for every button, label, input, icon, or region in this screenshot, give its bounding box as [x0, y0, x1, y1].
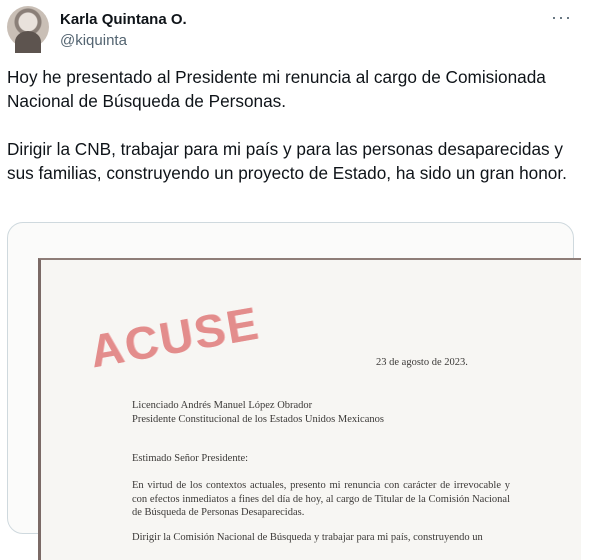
tweet-media-image[interactable] [7, 222, 574, 543]
letter-recipient-title: Presidente Constitucional de los Estados Unidos Mexicanos [132, 414, 384, 425]
more-dots-icon[interactable]: ··· [551, 7, 572, 27]
tweet-text: Hoy he presentado al Presidente mi renuncia al cargo de Comisionada Nacional de Búsqueda de Personas. Dirigir la CNB, trabajar para mi país y para las personas desaparecidas y sus familias, construyendo un proyecto de Estado, ha sido un gran honor. [7, 67, 567, 183]
author-name[interactable]: Karla Quintana O. [60, 11, 187, 28]
tweet-header [7, 3, 591, 53]
avatar[interactable] [7, 6, 49, 48]
letter-recipient-name: Licenciado Andrés Manuel López Obrador [132, 400, 313, 411]
author-handle[interactable]: @kiquinta [60, 32, 127, 49]
acuse-stamp: ACUSE [85, 296, 264, 378]
letter-date: 23 de agosto de 2023. [376, 357, 468, 368]
letter-document [38, 258, 581, 560]
letter-paragraph: Dirigir la Comisión Nacional de Búsqueda y trabajar para mi país, construyendo un [132, 532, 483, 543]
letter-greeting: Estimado Señor Presidente: [132, 453, 249, 464]
letter-paragraph: En virtud de los contextos actuales, presento mi renuncia con carácter de irrevocable y con efectos inmediatos a fines del día de hoy, al cargo de Titular de la Comisión Nacional de Búsqueda de Personas Desaparecidas. [132, 480, 510, 518]
